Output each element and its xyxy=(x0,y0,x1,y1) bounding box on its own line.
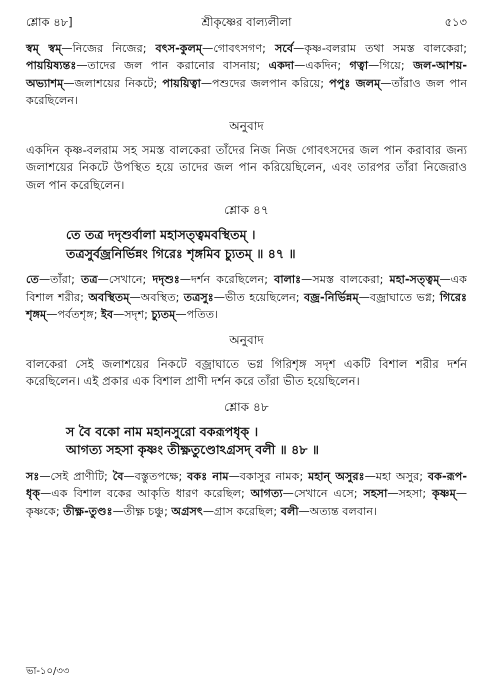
verse-title-48: শ্লোক ৪৮ xyxy=(224,399,269,414)
sanskrit-term: পপুঃ জলম্ xyxy=(329,76,381,90)
sanskrit-term: তত্রসুঃ xyxy=(183,290,214,304)
sanskrit-term: একদা xyxy=(268,59,295,73)
sanskrit-term: বৈ xyxy=(112,469,124,483)
term-meaning: —তাদের জল পান করানোর বাসনায়; xyxy=(76,59,269,73)
term-meaning: —সেই প্রাণীটি; xyxy=(39,469,113,483)
verse-47-line-2: তত্রসুর্বজ্রনির্ভিন্নং গিরেঃ শৃঙ্গমিব চ্যুতম্ ॥ ৪৭ ॥ xyxy=(66,245,296,261)
sanskrit-term: সঃ xyxy=(26,469,40,483)
term-meaning: —তীক্ষ্ণ চঞ্চু; xyxy=(112,504,172,518)
sanskrit-term: বৎস-কুলম্ xyxy=(155,42,203,55)
term-meaning: —দর্শন করেছিলেন; xyxy=(179,273,275,287)
sanskrit-term: মহা-সত্ত্বম্ xyxy=(389,273,440,287)
term-meaning: —গিয়ে; xyxy=(368,59,414,73)
sanskrit-term: গত্বা xyxy=(349,59,369,73)
sanskrit-term: অগ্রসৎ xyxy=(171,504,203,518)
sanskrit-term: শৃঙ্গম্ xyxy=(26,308,47,322)
term-meaning: —মহা অসুর; xyxy=(364,469,428,483)
term-meaning: —বকাসুর নামক; xyxy=(228,469,309,483)
translation-heading-46: অনুবাদ xyxy=(229,118,264,133)
term-meaning: —এক বিশাল শরীর; xyxy=(26,273,467,304)
sanskrit-term: বকঃ নাম xyxy=(187,469,229,483)
header-chapter-title: শ্রীকৃষ্ণের বাল্যলীলা xyxy=(201,15,292,29)
term-meaning: —পশুদের জলপান করিয়ে; xyxy=(200,76,330,90)
sanskrit-term: তত্র xyxy=(81,273,98,287)
term-meaning: —সেখানে এসে; xyxy=(282,487,364,501)
term-meaning: —গোবৎসগণ; xyxy=(202,42,275,55)
translation-heading-47: অনুবাদ xyxy=(229,332,264,347)
translation-46: একদিন কৃষ্ণ-বলরাম সহ সমস্ত বালকেরা তাঁদের নিজ নিজ গোবৎসদের জল পান করাবার জন্য জলাশয়ের নিকটে উপস্থিত হয়ে তাদের জল পান করিয়েছিলেন, এবং তারপর তাঁরা নিজেরাও জল পান করেছিলেন। xyxy=(26,142,467,192)
footer-signature: ভা-১০/৩৩ xyxy=(26,666,70,677)
sanskrit-term: বলী xyxy=(280,504,299,518)
sanskrit-term: জল-আশয়-অভ্যাশম্ xyxy=(26,59,467,90)
sanskrit-term: চ্যুতম্ xyxy=(151,308,176,322)
verse-title-47: শ্লোক ৪৭ xyxy=(224,203,269,218)
sanskrit-term: বজ্র-নির্ভিন্নম্ xyxy=(303,290,359,304)
term-meaning: —কৃষ্ণ-বলরাম তথা সমস্ত বালকেরা; xyxy=(293,42,467,55)
header-page-number: ৫১৩ xyxy=(444,15,467,29)
sanskrit-term: দদৃশুঃ xyxy=(152,273,180,287)
sanskrit-term: স্বম্ স্বম্ xyxy=(26,42,62,55)
term-meaning: —অবস্থিত; xyxy=(129,290,184,304)
term-meaning: —ভীত হয়েছিলেন; xyxy=(213,290,304,304)
sanskrit-term: কৃষ্ণম্ xyxy=(432,487,456,501)
verse-48-line-1: স বৈ বকো নাম মহানসুরো বকরূপধৃক্ । xyxy=(66,423,259,439)
term-meaning: —একদিন; xyxy=(294,59,350,73)
sanskrit-term: বালাঃ xyxy=(274,273,302,287)
running-header xyxy=(26,10,467,32)
word-for-word-46 xyxy=(26,40,467,110)
term-meaning: —পর্বতশৃঙ্গ; xyxy=(46,308,102,322)
sanskrit-term: মহান্ অসুরঃ xyxy=(308,469,365,483)
term-meaning: —এক বিশাল বকের আকৃতি ধারণ করেছিল; xyxy=(40,487,251,501)
sanskrit-term: আগত্য xyxy=(250,487,283,501)
term-meaning: —কৃষ্ণকে; xyxy=(26,487,467,518)
term-meaning: —তাঁরা; xyxy=(38,273,82,287)
verse-47 xyxy=(26,226,467,263)
sanskrit-term: পায়য়িষ্যন্তঃ xyxy=(26,59,77,73)
term-meaning: —জলাশয়ের নিকটে; xyxy=(63,76,163,90)
term-meaning: —তাঁরাও জল পান করেছিলেন। xyxy=(26,76,467,108)
term-meaning: —বস্তুতপক্ষে; xyxy=(123,469,188,483)
verse-48-line-2: আগত্য সহসা কৃষ্ণং তীক্ষ্ণতুণ্ডোঽগ্রসদ্ বলী ॥ ৪৮ ॥ xyxy=(66,442,319,458)
term-meaning: —পতিত। xyxy=(175,308,219,322)
sanskrit-term: ইব xyxy=(101,308,114,322)
term-meaning: —গ্রাস করেছিল; xyxy=(202,504,281,518)
term-meaning: —সমস্ত বালকেরা; xyxy=(301,273,390,287)
term-meaning: —অত্যন্ত বলবান। xyxy=(298,504,378,518)
header-verse-ref: শ্লোক ৪৮] xyxy=(26,15,73,29)
sanskrit-term: সর্বে xyxy=(274,42,294,55)
term-meaning: —সেখানে; xyxy=(97,273,153,287)
sanskrit-term: সহসা xyxy=(363,487,388,501)
sanskrit-term: তে xyxy=(26,273,39,287)
word-for-word-47 xyxy=(26,271,467,323)
term-meaning: —সহসা; xyxy=(387,487,433,501)
sanskrit-term: অবস্থিতম্ xyxy=(88,290,130,304)
verse-48 xyxy=(26,423,467,460)
term-meaning: —নিজের নিজের; xyxy=(61,42,156,55)
verse-47-line-1: তে তত্র দদৃশুর্বালা মহাসত্ত্বমবস্থিতম্ । xyxy=(66,227,256,243)
term-meaning: —সদৃশ; xyxy=(113,308,152,322)
translation-47: বালকেরা সেই জলাশয়ের নিকটে বজ্রাঘাতে ভগ্ন গিরিশৃঙ্গ সদৃশ একটি বিশাল শরীর দর্শন করেছিলেন। এই প্রকার এক বিশাল প্রাণী দর্শন করে তাঁরা ভীত হয়েছিলেন। xyxy=(26,356,467,389)
sanskrit-term: গিরেঃ xyxy=(439,290,468,304)
sanskrit-term: তীক্ষ্ণ-তুণ্ডঃ xyxy=(63,504,113,518)
word-for-word-48 xyxy=(26,468,467,520)
term-meaning: —বজ্রাঘাতে ভগ্ন; xyxy=(358,290,440,304)
sanskrit-term: পায়য়িত্বা xyxy=(162,76,201,90)
sanskrit-term: বক-রূপ-ধৃক্ xyxy=(26,469,467,501)
